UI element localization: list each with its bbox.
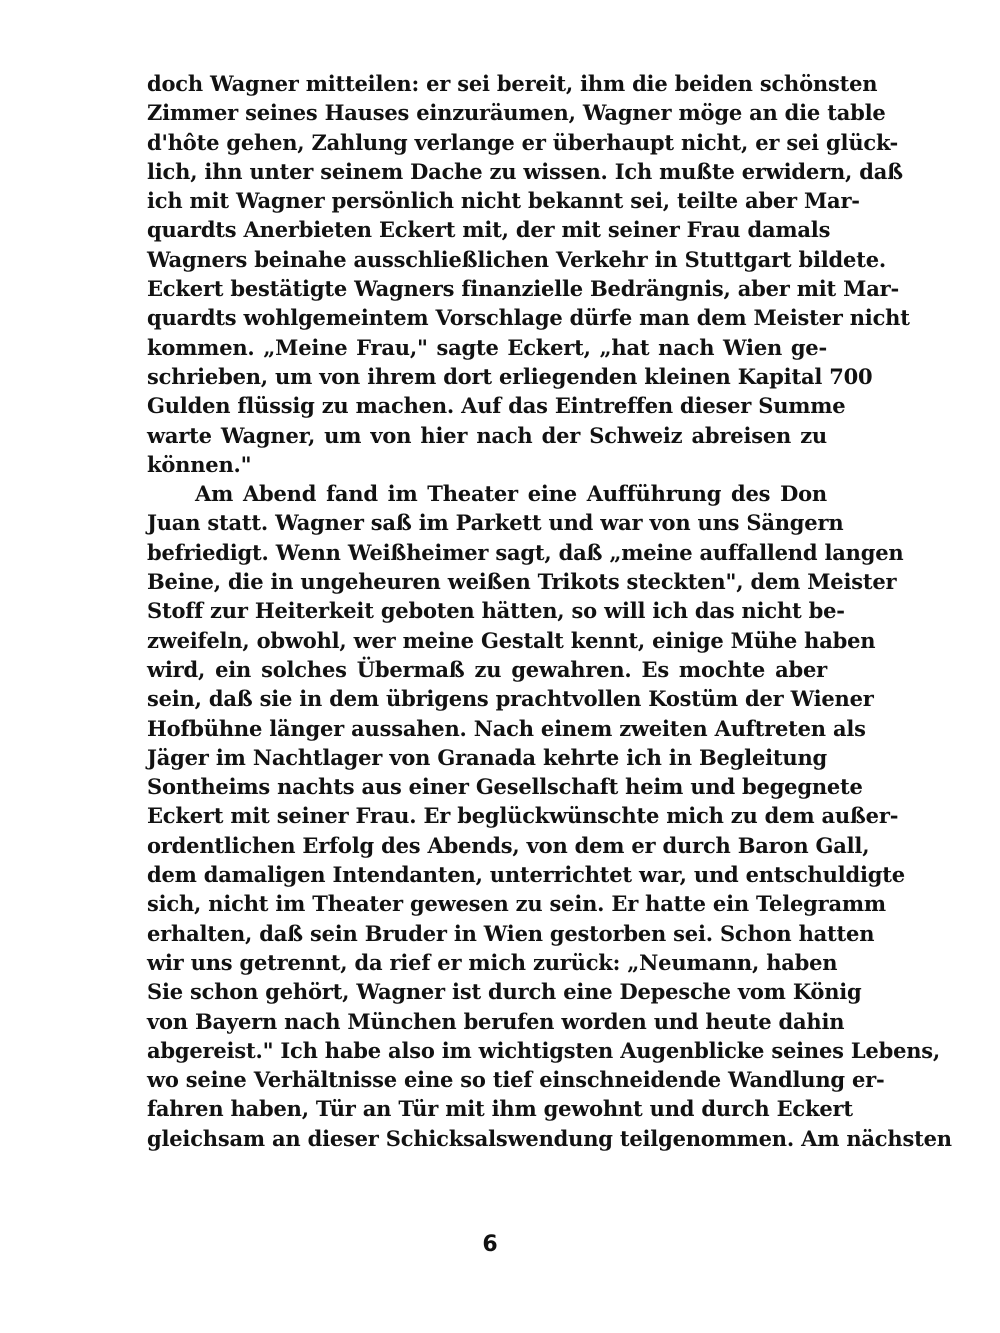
text-line: sein, daß sie in dem übrigens prachtvollen Kostüm der Wiener — [147, 686, 874, 712]
text-line: ordentlichen Erfolg des Abends, von dem er durch Baron Gall, — [147, 832, 870, 858]
text-line: quardts wohlgemeintem Vorschlage dürfe man dem Meister nicht — [147, 305, 910, 331]
text-line: ich mit Wagner persönlich nicht bekannt sei, teilte aber Mar- — [147, 188, 860, 214]
text-line: Stoff zur Heiterkeit geboten hätten, so will ich das nicht be- — [147, 598, 845, 624]
text-line: quardts Anerbieten Eckert mit, der mit seiner Frau damals — [147, 217, 831, 243]
text-line: d'hôte gehen, Zahlung verlange er überhaupt nicht, er sei glück- — [147, 129, 898, 155]
text-line: Wagners beinahe ausschließlichen Verkehr in Stuttgart bildete. — [147, 246, 886, 272]
text-line: Beine, die in ungeheuren weißen Trikots steckten", dem Meister — [147, 569, 897, 595]
text-line: gleichsam an dieser Schicksalswendung teilgenommen. Am nächsten — [147, 1125, 952, 1151]
text-line: warte Wagner, um von hier nach der Schweiz abreisen zu — [147, 422, 827, 448]
text-line: Eckert mit seiner Frau. Er beglückwünschte mich zu dem außer- — [147, 803, 899, 829]
text-line: fahren haben, Tür an Tür mit ihm gewohnt und durch Eckert — [147, 1096, 853, 1122]
text-line: wir uns getrennt, da rief er mich zurück: „Neumann, haben — [147, 949, 838, 975]
text-line: wo seine Verhältnisse eine so tief einschneidende Wandlung er- — [147, 1067, 885, 1093]
text-line: kommen. „Meine Frau," sagte Eckert, „hat nach Wien ge- — [147, 334, 827, 360]
page-number: 6 — [482, 1232, 498, 1257]
text-line: erhalten, daß sein Bruder in Wien gestorben sei. Schon hatten — [147, 920, 875, 946]
text-line: sich, nicht im Theater gewesen zu sein. Er hatte ein Telegramm — [147, 891, 886, 917]
text-line: schrieben, um von ihrem dort erliegenden kleinen Kapital 700 — [147, 363, 873, 389]
text-line: Sontheims nachts aus einer Gesellschaft heim und begegnete — [147, 774, 863, 800]
text-line: doch Wagner mitteilen: er sei bereit, ihm die beiden schönsten — [147, 71, 878, 96]
text-line: lich, ihn unter seinem Dache zu wissen. Ich mußte erwidern, daß — [147, 158, 903, 184]
text-line: dem damaligen Intendanten, unterrichtet war, und entschuldigte — [147, 862, 905, 888]
text-line: Gulden flüssig zu machen. Auf das Eintreffen dieser Summe — [147, 393, 846, 419]
paragraph-start-line: Am Abend fand im Theater eine Aufführung des Don — [195, 481, 827, 507]
text-line: von Bayern nach München berufen worden und heute dahin — [147, 1008, 845, 1034]
text-line: abgereist." Ich habe also im wichtigsten Augenblicke seines Lebens, — [147, 1037, 941, 1063]
text-line: befriedigt. Wenn Weißheimer sagt, daß „meine auffallend langen — [147, 539, 904, 565]
text-line: Sie schon gehört, Wagner ist durch eine Depesche vom König — [147, 979, 862, 1005]
body-text — [147, 69, 952, 1153]
text-line: Jäger im Nachtlager von Granada kehrte ich in Begleitung — [147, 744, 827, 770]
text-line: Juan statt. Wagner saß im Parkett und war von uns Sängern — [147, 510, 844, 536]
paragraph-end-line: können." — [147, 451, 252, 477]
text-line: zweifeln, obwohl, wer meine Gestalt kennt, einige Mühe haben — [147, 627, 876, 653]
text-line: wird, ein solches Übermaß zu gewahren. Es mochte aber — [147, 656, 827, 682]
text-line: Hofbühne länger aussahen. Nach einem zweiten Auftreten als — [147, 715, 866, 741]
text-line: Eckert bestätigte Wagners finanzielle Bedrängnis, aber mit Mar- — [147, 276, 899, 302]
text-line: Zimmer seines Hauses einzuräumen, Wagner möge an die table — [147, 100, 886, 126]
